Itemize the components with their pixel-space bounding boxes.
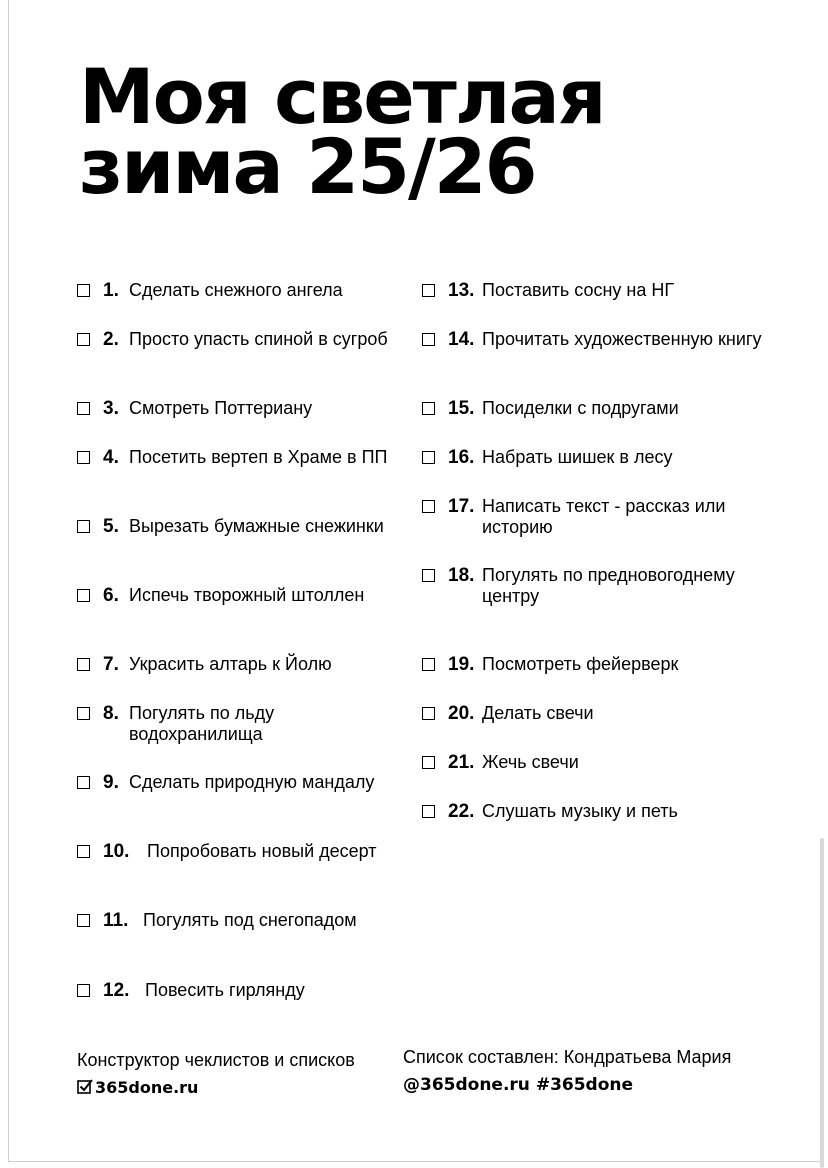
item-text: Делать свечи <box>482 703 594 723</box>
checklist-item <box>422 565 762 607</box>
checklist-item <box>77 516 397 537</box>
item-number: 7. <box>103 654 119 675</box>
item-text: Сделать снежного ангела <box>129 280 343 300</box>
checkbox-icon[interactable] <box>422 402 435 415</box>
item-text: Прочитать художественную книгу <box>482 329 762 349</box>
checkbox-icon[interactable] <box>77 984 90 997</box>
item-number: 8. <box>103 703 119 724</box>
checklist-item <box>77 772 397 793</box>
item-number: 4. <box>103 447 119 468</box>
checklist-item <box>77 585 397 606</box>
item-number: 6. <box>103 585 119 606</box>
checkbox-icon[interactable] <box>422 569 435 582</box>
item-text: Попробовать новый десерт <box>147 841 377 861</box>
item-number: 18. <box>448 565 475 586</box>
checklist-item <box>77 447 397 468</box>
checklist-item <box>77 910 397 931</box>
checklist-item <box>422 801 762 822</box>
checklist-item <box>422 398 762 419</box>
title-line-1: Моя светлая <box>79 52 605 141</box>
checkbox-icon[interactable] <box>77 845 90 858</box>
checkbox-icon[interactable] <box>422 707 435 720</box>
item-text: Жечь свечи <box>482 752 579 772</box>
social-handles: @365done.ru #365done <box>403 1075 634 1095</box>
author-caption: Список составлен: Кондратьева Мария <box>403 1047 732 1067</box>
item-number: 12. <box>103 980 130 1001</box>
checkbox-icon[interactable] <box>77 776 90 789</box>
checkbox-icon[interactable] <box>422 658 435 671</box>
item-number: 10. <box>103 841 130 862</box>
item-text: Погулять под снегопадом <box>143 910 357 930</box>
item-text: Посетить вертеп в Храме в ПП <box>129 447 388 467</box>
item-text: Украсить алтарь к Йолю <box>129 654 332 674</box>
item-text: Слушать музыку и петь <box>482 801 678 821</box>
item-number: 15. <box>448 398 475 419</box>
item-text: Просто упасть спиной в сугроб <box>129 329 388 349</box>
item-text: Погулять по льду водохранилища <box>129 703 275 744</box>
checklist-item <box>422 752 762 773</box>
footer-right <box>403 1043 733 1099</box>
checkbox-icon[interactable] <box>77 333 90 346</box>
item-text: Поставить сосну на НГ <box>482 280 675 300</box>
checkbox-icon[interactable] <box>77 284 90 297</box>
checkbox-icon[interactable] <box>422 451 435 464</box>
brand-link[interactable] <box>77 1074 357 1102</box>
item-text: Погулять по предновогоднему центру <box>482 565 735 606</box>
checklist-item <box>422 496 762 538</box>
scrollbar[interactable] <box>820 838 824 1168</box>
item-number: 9. <box>103 772 119 793</box>
checkbox-icon[interactable] <box>77 451 90 464</box>
checkbox-icon[interactable] <box>422 284 435 297</box>
item-number: 2. <box>103 329 119 350</box>
item-number: 5. <box>103 516 119 537</box>
item-number: 13. <box>448 280 475 301</box>
checkbox-icon[interactable] <box>77 658 90 671</box>
item-text: Написать текст - рассказ или историю <box>482 496 726 537</box>
checklist-item <box>422 654 762 675</box>
item-text: Смотреть Поттериану <box>129 398 313 418</box>
title-line-2: зима 25/26 <box>79 122 536 211</box>
checklist-item <box>77 398 397 419</box>
checkbox-icon[interactable] <box>77 520 90 533</box>
item-text: Повесить гирлянду <box>145 980 305 1000</box>
item-number: 22. <box>448 801 475 822</box>
item-text: Набрать шишек в лесу <box>482 447 673 467</box>
checkbox-icon[interactable] <box>422 500 435 513</box>
checklist-item <box>422 703 762 724</box>
item-number: 3. <box>103 398 119 419</box>
item-number: 1. <box>103 280 119 301</box>
checklist-item <box>422 280 762 301</box>
checklist-item <box>77 280 397 301</box>
checklist-item <box>77 329 397 350</box>
item-text: Посиделки с подругами <box>482 398 679 418</box>
checkbox-icon[interactable] <box>77 589 90 602</box>
item-number: 11. <box>103 910 129 931</box>
item-number: 21. <box>448 752 475 773</box>
constructor-caption: Конструктор чеклистов и списков <box>77 1050 355 1070</box>
checklist-item <box>422 329 762 350</box>
item-text: Вырезать бумажные снежинки <box>129 516 384 536</box>
item-text: Испечь творожный штоллен <box>129 585 365 605</box>
footer-left <box>77 1046 357 1102</box>
checklist-item <box>77 841 397 862</box>
item-number: 19. <box>448 654 475 675</box>
item-number: 17. <box>448 496 475 517</box>
page-title <box>79 52 605 211</box>
checklist-item <box>77 654 397 675</box>
item-number: 16. <box>448 447 475 468</box>
item-number: 20. <box>448 703 475 724</box>
checklist-item <box>422 447 762 468</box>
checklist-item <box>77 703 397 745</box>
checklist-item <box>77 980 397 1001</box>
check-mark-icon <box>77 1079 93 1095</box>
checkbox-icon[interactable] <box>77 402 90 415</box>
brand-text: 365done.ru <box>95 1078 199 1097</box>
checkbox-icon[interactable] <box>77 707 90 720</box>
checkbox-icon[interactable] <box>422 333 435 346</box>
checkbox-icon[interactable] <box>422 805 435 818</box>
item-number: 14. <box>448 329 475 350</box>
checkbox-icon[interactable] <box>422 756 435 769</box>
checklist-page <box>8 0 820 1162</box>
item-text: Сделать природную мандалу <box>129 772 375 792</box>
item-text: Посмотреть фейерверк <box>482 654 679 674</box>
checkbox-icon[interactable] <box>77 914 90 927</box>
